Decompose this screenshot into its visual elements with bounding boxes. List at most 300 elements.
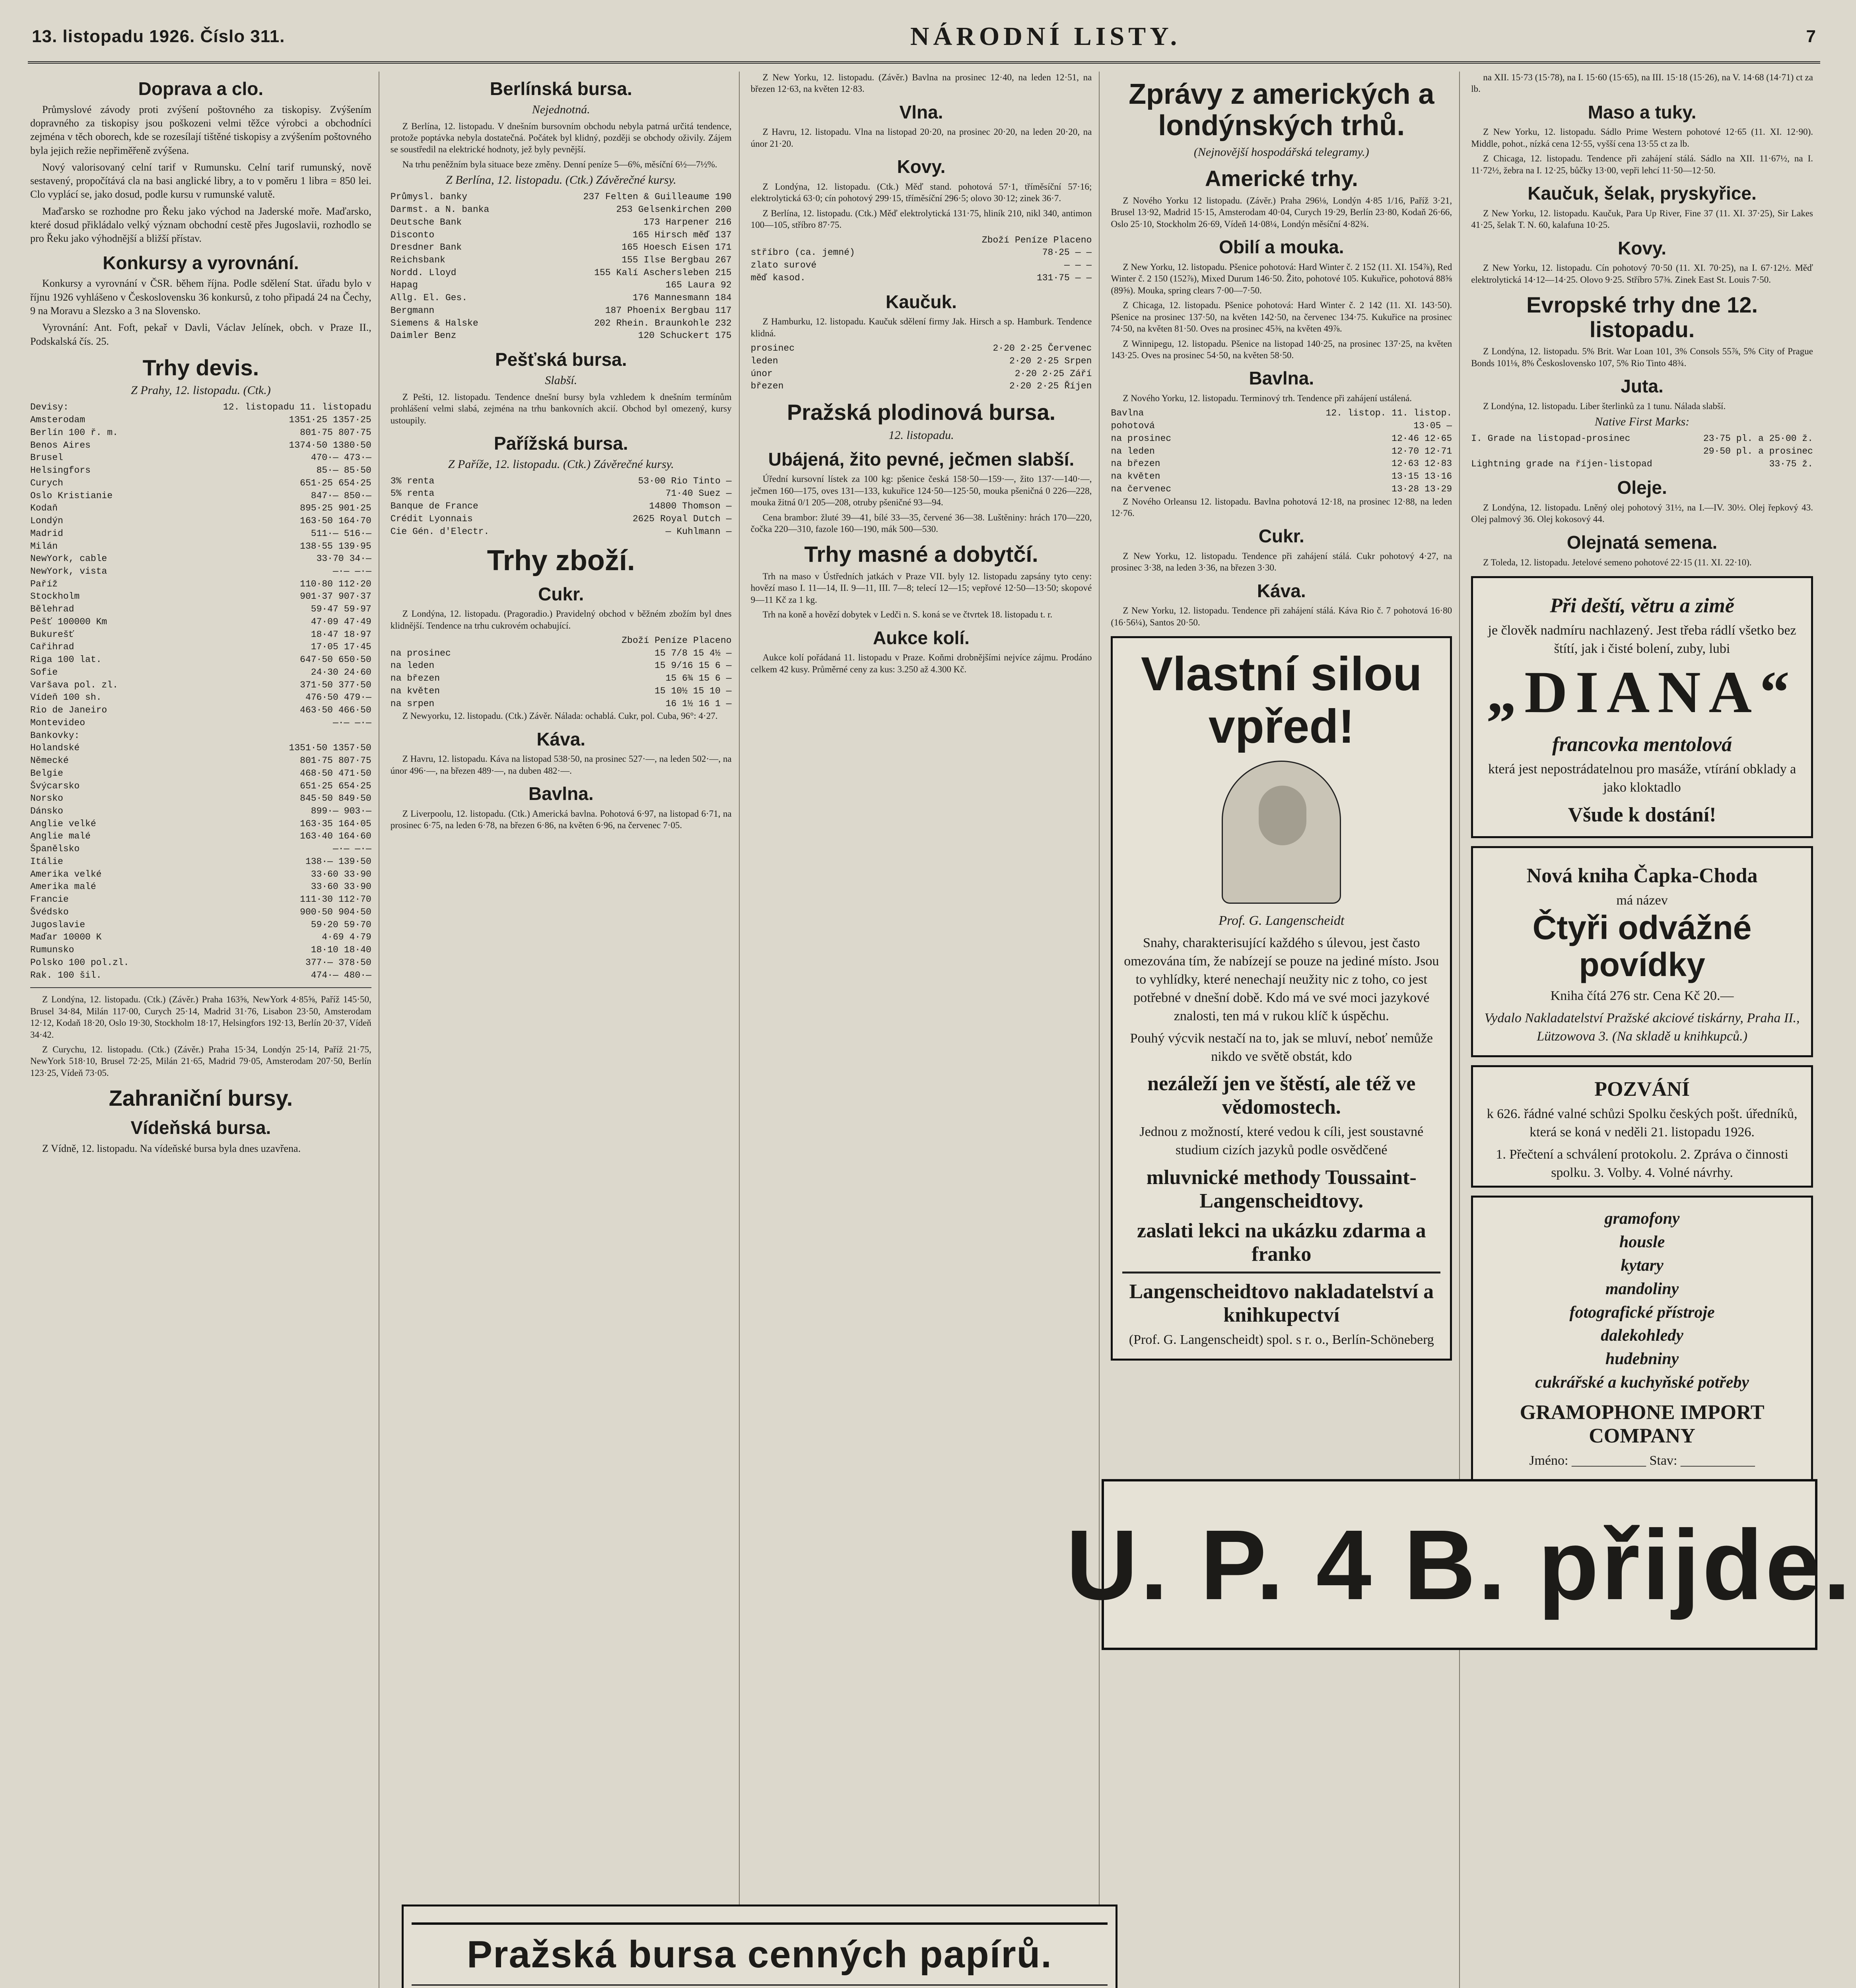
subsection-heading: Vídeňská bursa. [130,1117,271,1138]
article-paragraph: Z Hamburku, 12. listopadu. Kaučuk sdělení firmy Jak. Hirsch a sp. Hamburk. Tendence klidná. [750,316,1092,338]
table-cell: na prosinec [1111,433,1172,444]
table-header-cell: Zboží [981,235,1009,245]
article-paragraph: Konkursy a vyrovnání v ČSR. během října. Podle sdělení Stat. úřadu bylo v říjnu 1926 vyhlášeno v Československu 36 konkursů, z toho připadá 24 na Čechy, 9 na Moravu a Slezsko a 3 na Slovensko. [30,278,371,316]
table-cell: 12·70 [1392,446,1419,456]
table-cell: 13·29 [1425,483,1452,494]
table-cell: 59·97 [344,604,371,615]
table-cell: — [726,698,732,709]
table-cell: — [726,476,732,486]
article-paragraph: Z New Yorku, 12. listopadu. Tendence při zahájení stálá. Káva Rio č. 7 pohotová 16·80 (16·56¼), Santos 20·50. [1111,606,1452,627]
table-cell: 4·69 [322,932,344,943]
table-cell: Mannesmann [655,293,710,303]
product-item: fotografické přístroje [1569,1303,1715,1322]
table-cell: 15 10½ [654,685,688,696]
table-cell: 15 6¾ [665,673,693,684]
section-heading: Americké trhy. [1205,166,1358,191]
table-cell: únor [750,368,773,379]
table-row [30,755,371,767]
table-cell: — [1446,421,1452,431]
table-row [391,305,732,317]
table-cell: Rak. 100 šil. [30,970,102,980]
table-cell: Curych [30,478,63,488]
table-row [391,487,732,500]
table-cell: 903·— [344,806,371,816]
table-row [751,247,1092,259]
table-cell: 53·00 [638,476,666,486]
table-cell: Stockholm [30,591,80,602]
column-3 [748,72,1100,1988]
table-cell: — [726,526,732,537]
table-row [1111,433,1452,445]
table-cell: Brusel [30,452,63,463]
section-heading: Pražská plodinová bursa. [787,400,1056,425]
table-row [30,843,371,856]
ad-brand: GRAMOPHONE IMPORT COMPANY [1520,1401,1765,1447]
table-cell: —·— [332,566,350,577]
table-row [30,477,371,490]
table-cell: 200 [715,204,732,215]
table-row [30,565,371,578]
table-cell: Bělehrad [30,604,74,615]
table-cell: pohotová [1111,421,1155,431]
table-cell: 12·71 [1425,446,1452,456]
table-cell: Varšava pol. zl. [30,679,118,690]
article-paragraph: Z Pešti, 12. listopadu. Tendence dnešní bursy byla vzhledem k dnešním termínům prohlášení velmi slabá, zejména na trhu bankovních akcií. Obchod byl omezený, kursy ustoupily. [390,392,732,425]
table-cell: — [1075,272,1081,283]
table-cell: 163·50 [300,516,333,526]
devisy-table [30,401,371,982]
product-item: dalekohledy [1601,1326,1683,1345]
table-cell: 165 [622,242,638,253]
table-cell: 33·90 [344,869,371,879]
table-cell: Září [1070,368,1092,379]
table-cell: 216 [715,217,732,227]
subsection-heading: Kovy. [897,156,946,177]
table-cell: Laura [687,280,715,291]
table-row [30,717,371,730]
table-cell: měď kasod. [750,272,806,283]
table-cell: 651·25 [300,780,333,791]
section-tagline: (Nejnovější hospodářská telegramy.) [1193,146,1369,159]
table-cell: 516·— [344,528,371,539]
table-row [30,767,371,780]
column-2 [388,72,740,1988]
table-cell: 155 [622,255,638,266]
table-cell: 2·25 [1037,381,1059,392]
article-paragraph: Z Londýna, 12. listopadu. (Ctk.) (Závěr.) Praha 163⅝, NewYork 4·85⅝, Paříž 145·50, Brusel 34·84, Milán 117·00, Curych 25·14, Madrid 31·76, Lisabon 23·50, Amsterodam 12·12, Kodaň 18·20, Oslo 19·30, Stockholm 18·17, Helsingfors 192·13, Berlín 20·37, Vídeň 34·42. [30,994,371,1040]
metals-rows [751,247,1092,284]
table-header-cell: Bavlna [1111,408,1144,419]
table-cell: 807·75 [338,427,371,438]
table-cell: Thomson [682,501,721,512]
table-cell: Hapag [390,280,418,291]
table-cell: 2·20 [1014,368,1037,379]
ad-footer: Všude k dostání! [1568,803,1716,826]
table-cell: 900·50 [300,907,333,917]
table-header-cell: Placeno [1053,235,1092,245]
subsection-heading: Kaučuk. [886,291,957,312]
article-paragraph: Průmyslové závody proti zvýšení poštovného za tiskopisy. Zvýšením dopravného za tiskopisy jsou poškozeni velmi těžce výrobci a obchodníci zejména v těch oborech, kde se rozesílají tištěné tiskopisy a zvýšením poštovného byla jejich režie nepřiměřeně zvýšena. [30,103,371,156]
table-cell: 1351·25 [289,415,328,425]
table-cell: Rumunsko [30,945,74,955]
table-cell: 59·70 [344,919,371,930]
table-cell: Kodaň [30,503,58,514]
table-cell: Felten & Guilleaume [605,192,710,202]
table-header-row [751,234,1092,247]
paris-quotes-table [391,475,732,538]
table-cell: 85·— [316,465,338,476]
table-row [30,893,371,906]
ad-body: Pouhý výcvik nestačí na to, jak se mluví, neboť nemůže nikdo ve světě obstát, kdo [1130,1031,1433,1064]
table-cell: 112·20 [338,579,371,589]
table-cell: 5% renta [390,488,435,499]
table-cell: 23·75 pl. a 25·00 ž. [1703,433,1813,444]
ad-offer: zaslati lekci na ukázku zdarma a franko [1137,1219,1426,1266]
section-heading: Trhy zboží. [487,545,635,577]
table-header-cell: 11. listop. [1392,408,1452,419]
up4b-slogan: U. P. 4 B. přijde. [1066,1509,1853,1620]
book-publisher: Vydalo Nakladatelství Pražské akciové tiskárny, Praha II., Lützowova 3. (Na skladě u knihkupců.) [1484,1011,1800,1044]
table-row [391,647,732,660]
table-cell: 471·50 [338,768,371,779]
subsection-heading: Káva. [536,728,586,749]
rubber-table [751,342,1092,393]
table-row [30,414,371,427]
table-row [30,490,371,503]
table-row [30,654,371,666]
table-cell: 164·05 [338,818,371,829]
table-subheader-row [30,730,371,742]
table-cell: Madrid [30,528,63,539]
table-cell: Vídeň 100 sh. [30,692,102,703]
table-cell: 110·80 [300,579,333,589]
table-cell: — [1064,260,1070,271]
table-cell: 267 [715,255,732,266]
article-paragraph: Z Berlína, 12. listopadu. V dnešním bursovním obchodu nebyla patrná určitá tendence, protože poptávka nebyla dostatečná. Počátek byl klidný, později se obchody oživily. Zájem se soustředil na elektrické hodnoty, jež byly pevnější. [390,121,732,155]
book-price: Kniha čítá 276 str. Cena Kč 20.— [1550,988,1734,1004]
book-advertisement [1471,846,1813,1057]
table-cell: Oslo Kristianie [30,490,113,501]
table-row [391,698,732,711]
section-heading: Konkursy a vyrovnání. [103,252,299,273]
table-row [30,616,371,629]
table-cell: Srpen [1064,355,1092,366]
article-paragraph: Úřední kursovní lístek za 100 kg: pšenice česká 158·50—159·—, žito 137·—140·—, ječmen 160—175, oves 131—133, kukuřice 124·50—125·50, mouka pšeničná 0 226—228, mouka žitná 0/1 205—208, otruby pšeničné 93—94. [750,474,1092,508]
table-row [30,919,371,932]
table-cell: 15 7/8 [654,648,688,658]
table-cell: Kalí Aschersleben [616,267,710,278]
table-cell: Polsko 100 pol.zl. [30,957,129,968]
table-cell: 3% renta [390,476,435,486]
table-cell: Helsingfors [30,465,91,476]
table-cell: 155 [594,267,611,278]
table-cell: 371·50 [300,679,333,690]
table-row [30,439,371,452]
table-cell: —·— [332,717,350,728]
table-row [391,229,732,242]
ad-method: mluvnické methody Toussaint-Langenscheidtovy. [1146,1166,1417,1213]
article-paragraph: Vyrovnání: Ant. Foft, pekař v Davli, Václav Jelínek, obch. v Praze II., Podskalská čís. 25. [30,322,371,347]
table-row [30,641,371,654]
table-cell: Amerika velké [30,869,102,879]
table-row [30,957,371,969]
table-cell: 164·60 [338,831,371,842]
table-cell: Holandské [30,743,80,753]
subsection-heading: Oleje. [1617,477,1667,498]
table-row [391,216,732,229]
table-cell: Hirsch měď [655,229,710,240]
table-row [30,666,371,679]
table-cell: Švédsko [30,907,69,917]
table-cell: —·— [355,844,371,854]
table-cell: 187 [605,305,622,316]
table-cell: 473·— [344,452,371,463]
ad-body: je člověk nadmíru nachlazený. Jest třeba rádlí všetko bez štítí, jak i čisté bolení, zuby, lubi [1488,623,1796,656]
table-cell: Hoesch Eisen [643,242,710,253]
subsection-heading: Cukr. [538,583,584,604]
table-cell: 18·10 [311,945,338,955]
column-5 [1469,72,1820,1988]
table-row [30,931,371,944]
table-cell: 18·40 [344,945,371,955]
table-cell: Suez [698,488,721,499]
cotton-table [1111,407,1452,495]
table-cell: 1380·50 [333,440,371,450]
table-cell: Reichsbank [390,255,445,266]
table-row [391,475,732,488]
table-cell: 171 [715,242,732,253]
table-cell: Rhein. Braunkohle [616,318,710,328]
table-cell: 232 [715,318,732,328]
table-cell: 849·50 [338,793,371,804]
table-row [391,317,732,330]
table-cell: Bergmann [390,305,435,316]
table-cell: Anglie velké [30,818,96,829]
table-cell: Paříž [30,579,58,589]
table-cell: 2·20 [1009,381,1032,392]
table-row [30,792,371,805]
diana-brand: „DIANA“ [1487,659,1798,725]
table-cell: 24·60 [344,667,371,678]
table-row [30,704,371,717]
bursa-heading: Pražská bursa cenných papírů. [412,1922,1108,1986]
table-row [30,780,371,793]
table-cell: Ilse Bergbau [643,255,710,266]
table-cell: 176 [632,293,649,303]
section-heading: Bavlna. [1249,368,1314,389]
table-cell: — [1086,247,1092,258]
notice-agenda: 1. Přečtení a schválení protokolu. 2. Zpráva o činnosti spolku. 3. Volby. 4. Volné návrhy. [1496,1147,1788,1180]
table-cell: Siemens & Halske [390,318,478,328]
table-cell: Harpener [665,217,710,227]
section-tagline: Slabší. [545,373,577,387]
table-row [30,944,371,957]
table-row [391,513,732,526]
table-row [30,515,371,528]
table-cell: 112·70 [338,894,371,905]
table-row [391,635,732,647]
table-cell: 377·— [305,957,333,968]
table-header-cell: 11. listopadu [300,402,371,413]
subsection-heading: Bavlna. [528,783,594,804]
table-row [30,906,371,919]
article-paragraph: Z Vídně, 12. listopadu. Na vídeňské bursa byla dnes uzavřena. [42,1142,301,1154]
table-cell: 139·50 [338,856,371,867]
newspaper-title: NÁRODNÍ LISTY. [910,22,1181,51]
article-paragraph: Z Berlína, 12. listopadu. (Ctk.) Měď elektrolytická 131·75, hliník 210, nikl 340, antimon 100—105, stříbro 87·75. [750,208,1092,230]
section-heading: Cukr. [1258,526,1304,547]
table-cell: 190 [715,192,732,202]
table-cell: 904·50 [338,907,371,917]
table-cell: Disconto [390,229,435,240]
table-cell: 807·75 [338,755,371,766]
table-cell: 511·— [311,528,338,539]
table-cell: Daimler Benz [390,330,457,341]
table-cell: na květen [1111,471,1160,482]
table-cell: 117 [715,305,732,316]
article-paragraph: Z Londýna, 12. listopadu. (Pragoradio.) Pravidelný obchod v běžném zbožím byl dnes klidnější. Tendence na trhu cukrovém ochabující. [390,609,732,631]
table-row [1111,445,1452,458]
dateline: Z Prahy, 12. listopadu. (Ctk.) [131,384,271,397]
bursa-advertisement [402,1905,1117,1988]
article-paragraph: Maďarsko se rozhodne pro Řeku jako východ na Jaderské moře. Maďarsko, které dosud přikládalo velký význam obchodní cestě přes Jugoslavii, rozhodlo se pro Řeku jako výhodnější a bližší přístav. [30,205,371,245]
table-cell: 2·20 [993,343,1015,354]
portrait-image [1222,761,1341,904]
table-cell: 850·— [344,490,371,501]
article-paragraph: Z Havru, 12. listopadu. Káva na listopad 538·50, na prosinec 527·—, na leden 502·—, na únor 496·—, na březen 489·—, na duben 482·—. [390,754,732,776]
table-row [391,191,732,204]
table-row [1471,433,1813,445]
article-paragraph: Z Londýna, 12. listopadu. Liber šterlinků za 1 tunu. Nálada slabší. [1483,401,1726,411]
table-cell: 14800 [649,501,677,512]
article-paragraph: Z Nového Orleansu 12. listopadu. Bavlna pohotová 12·18, na prosinec 12·88, na leden 12·76. [1111,496,1452,518]
section-heading: Pařížská bursa. [494,433,628,454]
table-row [30,856,371,868]
table-row [30,603,371,616]
table-cell: 1357·25 [333,415,371,425]
table-cell: 15 10 [693,685,721,696]
table-row [391,660,732,672]
cotton-rows [1111,420,1452,495]
table-cell: 137 [715,229,732,240]
table-cell: na leden [390,660,435,671]
table-cell: 47·09 [311,616,338,627]
table-cell: 479·— [344,692,371,703]
table-cell: 15 6 [698,673,721,684]
table-cell: 901·37 [300,591,333,602]
table-cell: — [726,685,732,696]
table-cell: — [1075,260,1081,271]
table-cell: Amsterodam [30,415,86,425]
article-paragraph: Z New Yorku, 12. listopadu. (Závěr.) Bavlna na prosinec 12·40, na leden 12·51, na březen 12·63, na květen 12·83. [750,72,1092,94]
table-cell: 15 9/16 [654,660,693,671]
article-paragraph: Z Londýna, 12. listopadu. Lněný olej pohotový 31½, na I.—IV. 30½. Olej řepkový 43. Olej palmový 36. Olej kokosový 44. [1471,503,1813,524]
article-paragraph: Z Nového Yorku 12 listopadu. (Závěr.) Praha 296⅛, Londýn 4·85 1/16, Paříž 3·21, Brusel 13·92, Madrid 15·15, Amsterodam 40·04, Curych 19·29, Berlín 23·80, Kodaň 26·66, Oslo 25·10, Stockholm 26·69, Vídeň 14·08¼, Londýn měsíční 4·82¾. [1111,195,1452,229]
article-paragraph: Z Newyorku, 12. listopadu. (Ctk.) Závěr. Nálada: ochablá. Cukr, pol. Cuba, 96°: 4·27. [402,711,718,721]
notice-heading: POZVÁNÍ [1594,1077,1690,1101]
table-cell: Benos Aires [30,440,91,450]
article-paragraph: Z New Yorku, 12. listopadu. Pšenice pohotová: Hard Winter č. 2 152 (11. XI. 154⅞), Red Winter č. 2 150 (152⅞), Mixed Durum 146·50. Žito, pohotové 105. Kukuřice, pohotová 88⅝ (89⅝). Mouka, spring clears 7·00—7·50. [1111,262,1452,295]
table-cell: na březen [390,673,440,684]
column-4 [1108,72,1460,1988]
product-item: kytary [1621,1256,1664,1275]
article-paragraph: na XII. 15·73 (15·78), na I. 15·60 (15·65), na III. 15·18 (15·26), na V. 14·68 (14·71) ct za lb. [1471,72,1813,94]
table-cell: 16 1 [698,698,721,709]
columns [28,72,1820,1988]
table-cell: Švýcarsko [30,780,80,791]
table-row [751,272,1092,285]
subsection-heading: Kovy. [1618,237,1667,258]
order-form: Jméno: ___________ Stav: ___________ [1529,1453,1755,1468]
table-cell [1471,445,1698,458]
ad-publisher-address: (Prof. G. Langenscheidt) spol. s r. o., Berlín-Schöneberg [1129,1332,1434,1347]
table-cell: — [726,648,732,658]
section-heading: Evropské trhy dne 12. listopadu. [1526,292,1758,342]
table-cell: Schuckert [660,330,710,341]
table-cell: leden [750,355,778,366]
section-heading: Berlínská bursa. [490,78,632,99]
article-paragraph: Z Londýna, 12. listopadu. 5% Brit. War Loan 101, 3% Consols 55⅞, 5% City of Prague Bonds 101⅛, 8% Československo 107, 5% Rio Tinto 48¾. [1471,346,1813,368]
subsection-heading: Maso a tuky. [1588,101,1697,122]
table-row [30,427,371,439]
table-cell: Cařihrad [30,642,74,652]
table-header-cell: 12. listop. [1325,408,1386,419]
table-cell: — [665,526,671,537]
masthead [28,16,1820,64]
article-paragraph: Aukce kolí pořádaná 11. listopadu v Praze. Koňmi drobnějšími nejvíce zájmu. Prodáno celkem 42 kusy. Průměrné ceny za kus: 3.250 až 4.300 Kč. [750,652,1092,674]
devisy-rows [30,414,371,729]
table-cell: Amerika malé [30,881,96,892]
table-row [30,464,371,477]
table-cell: 463·50 [300,705,333,716]
table-cell: 1351·50 [289,743,328,753]
ad-body: Jednou z možností, které vedou k cíli, jest soustavné studium cizích jazyků podle osvědčené [1139,1124,1424,1158]
table-cell: 15 6 [698,660,721,671]
table-cell: na březen [1111,458,1160,469]
article-paragraph: Z New Yorku, 12. listopadu. Sádlo Prime Western pohotové 12·65 (11. XI. 12·90). Middle, pohot., nízká cena 12·55, vyšší cena 13·55 ct za lb. [1471,127,1813,149]
table-cell: Německé [30,755,69,766]
table-row [391,672,732,685]
table-cell: 907·37 [338,591,371,602]
table-row [391,279,732,292]
divider [30,987,371,988]
table-cell: 801·75 [300,755,333,766]
ad-body: která jest nepostrádatelnou pro masáže, vtírání obklady a jako kloktadlo [1488,761,1796,795]
table-row [751,355,1092,368]
table-cell: Placeno [693,635,732,646]
metals-table [751,234,1092,285]
table-cell: 12·46 [1392,433,1419,444]
table-cell: 12·65 [1425,433,1452,444]
table-cell: 17·45 [344,642,371,652]
table-row [1111,483,1452,496]
table-cell: 654·25 [338,478,371,488]
table-row [1111,470,1452,483]
table-cell: 13·05 [1413,421,1441,431]
table-cell: Bukurešť [30,629,74,640]
subsection-heading: Aukce kolí. [873,627,970,648]
subsection-heading: Olejnatá semena. [1566,532,1718,553]
table-cell: 138·55 [300,541,333,551]
article-paragraph: Z Chicaga, 12. listopadu. Tendence při zahájení stálá. Sádlo na XII. 11·67½, na I. 11·72½, žebra na I. 12·25, bůčky 13·00, vepři lehcí 11·50—12·50. [1471,153,1813,175]
table-cell: 18·97 [344,629,371,640]
table-cell: — [1086,272,1092,283]
issue-date: 13. listopadu 1926. Číslo 311. [32,27,285,46]
table-cell: 34·— [349,553,371,564]
table-cell: Dánsko [30,806,63,816]
table-cell: NewYork, cable [30,553,107,564]
table-cell: 33·75 ž. [1769,458,1813,469]
